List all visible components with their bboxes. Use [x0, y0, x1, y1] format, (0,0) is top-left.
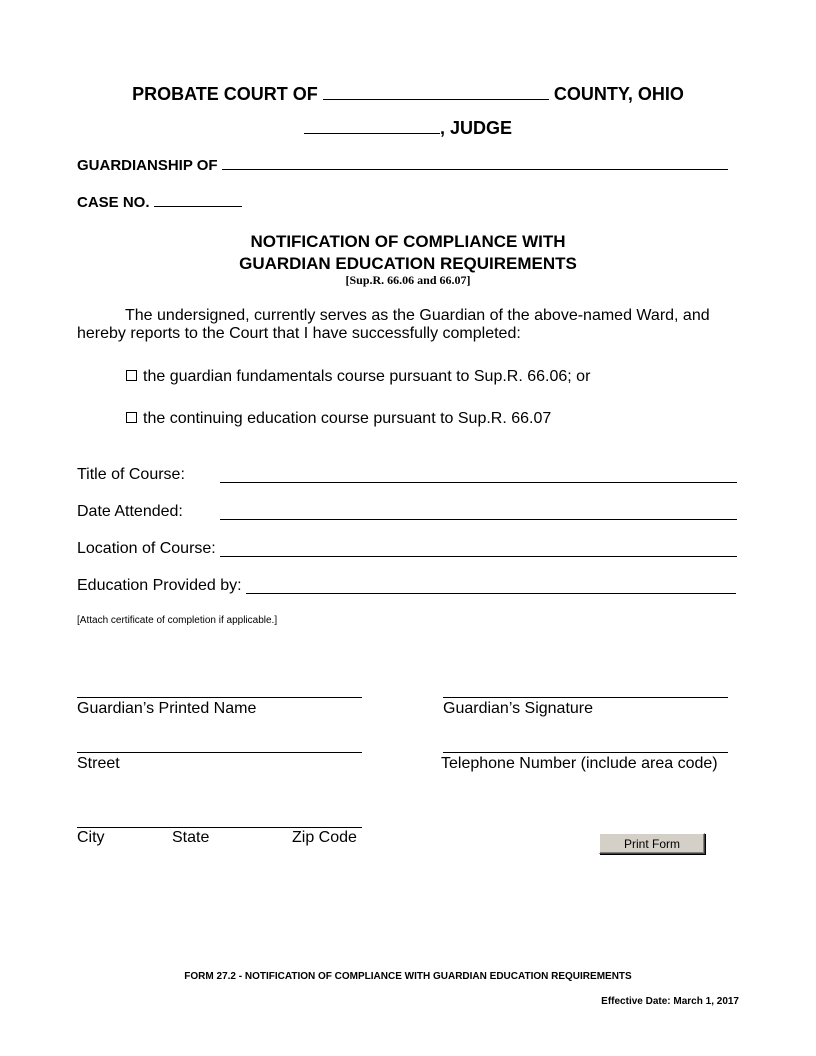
signature-label: Guardian’s Signature	[443, 700, 594, 717]
printed-name-label: Guardian’s Printed Name	[77, 700, 257, 717]
court-suffix: COUNTY, OHIO	[553, 84, 684, 104]
street-label: Street	[77, 755, 120, 772]
title-line-2: GUARDIAN EDUCATION REQUIREMENTS	[239, 254, 577, 273]
telephone-label: Telephone Number (include area code)	[441, 755, 718, 772]
paragraph-line-1: The undersigned, currently serves as the Guardian of the above-named Ward, and	[125, 307, 710, 324]
guardianship-field[interactable]	[222, 169, 728, 170]
county-field[interactable]	[323, 99, 549, 100]
judge-suffix: , JUDGE	[439, 118, 513, 138]
court-prefix: PROBATE COURT OF	[132, 84, 318, 104]
guardianship-label: GUARDIANSHIP OF	[77, 157, 218, 174]
location-label: Location of Course:	[77, 540, 216, 557]
judge-name-field[interactable]	[304, 133, 440, 134]
footer-effective-date: Effective Date: March 1, 2017	[601, 996, 739, 1007]
fundamentals-checkbox[interactable]	[126, 370, 137, 381]
option-fundamentals	[126, 368, 590, 386]
education-provided-label: Education Provided by:	[77, 577, 242, 594]
education-provided-field[interactable]	[246, 593, 736, 594]
printed-name-field[interactable]	[77, 697, 362, 698]
judge-heading	[0, 118, 816, 139]
title-of-course-field[interactable]	[220, 482, 737, 483]
city-state-zip-field[interactable]	[77, 827, 362, 828]
print-form-button[interactable]: Print Form	[599, 833, 705, 854]
case-row	[77, 194, 242, 211]
footer-form-title: FORM 27.2 - NOTIFICATION OF COMPLIANCE WITH GUARDIAN EDUCATION REQUIREMENTS	[184, 971, 632, 982]
paragraph-line-2: hereby reports to the Court that I have successfully completed:	[77, 325, 521, 342]
option-continuing-label: the continuing education course pursuant to Sup.R. 66.07	[143, 410, 552, 427]
date-attended-label: Date Attended:	[77, 503, 183, 520]
attach-note: [Attach certificate of completion if applicable.]	[77, 615, 278, 626]
telephone-field[interactable]	[443, 752, 728, 753]
continuing-checkbox[interactable]	[126, 412, 137, 423]
city-label: City	[77, 829, 105, 846]
case-number-field[interactable]	[154, 206, 242, 207]
state-label: State	[172, 829, 210, 846]
rule-reference: [Sup.R. 66.06 and 66.07]	[345, 273, 471, 287]
signature-field[interactable]	[443, 697, 728, 698]
case-label: CASE NO.	[77, 194, 150, 211]
option-continuing	[126, 410, 551, 428]
title-line-1: NOTIFICATION OF COMPLIANCE WITH	[250, 232, 566, 251]
street-field[interactable]	[77, 752, 362, 753]
date-attended-field[interactable]	[220, 519, 737, 520]
location-field[interactable]	[220, 556, 737, 557]
guardianship-row	[77, 157, 728, 174]
zip-label: Zip Code	[292, 829, 357, 846]
option-fundamentals-label: the guardian fundamentals course pursuant to Sup.R. 66.06; or	[143, 368, 591, 385]
title-of-course-label: Title of Course:	[77, 466, 185, 483]
court-heading	[0, 84, 816, 105]
